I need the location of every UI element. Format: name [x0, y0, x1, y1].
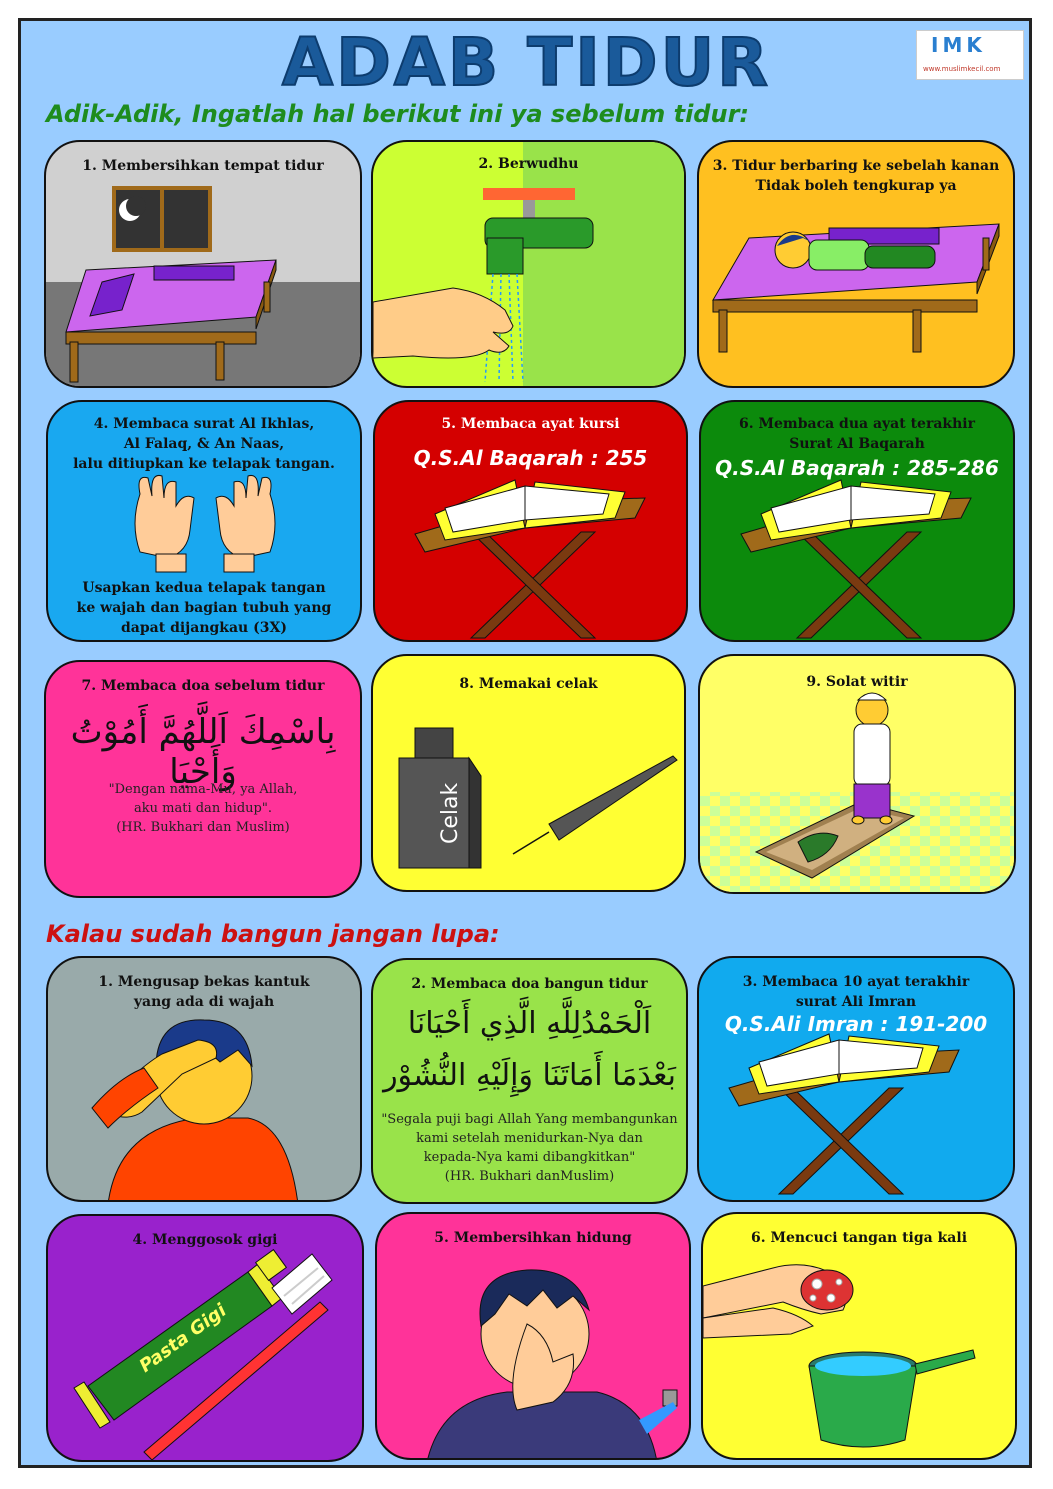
- caption: 3. Tidur berbaring ke sebelah kanan Tidak boleh tengkurap ya: [712, 158, 1000, 194]
- poster-title: ADAB TIDUR: [281, 24, 771, 101]
- caption: 8. Memakai celak: [459, 676, 598, 692]
- caption: 6. Membaca dua ayat terakhir Surat Al Baqarah: [739, 416, 975, 452]
- caption: 2. Membaca doa bangun tidur: [411, 976, 648, 992]
- caption: 1. Membersihkan tempat tidur: [82, 158, 324, 174]
- caption: 5. Membaca ayat kursi: [441, 416, 620, 432]
- card-wash-hands: [701, 1212, 1017, 1460]
- card-ayat-kursi: [373, 400, 688, 642]
- section-before-sleep-heading: Adik-Adik, Ingatlah hal berikut ini ya sebelum tidur:: [46, 100, 750, 128]
- translation: "Dengan nama-Mu, ya Allah, aku mati dan hidup". (HR. Bukhari dan Muslim): [108, 782, 298, 835]
- toothpaste-toothbrush-illustration: [48, 1216, 364, 1462]
- card-recite-surahs: [46, 400, 362, 642]
- caption: 9. Solat witir: [806, 674, 908, 690]
- handwashing-illustration: [703, 1214, 1017, 1460]
- arabic-prayer-line-2: بَعْدَمَا أَمَاتَنَا وَإِلَيْهِ النُّشُوْر: [383, 1058, 676, 1093]
- quran-reference: Q.S.Al Baqarah : 255: [413, 446, 648, 470]
- quran-reference: Q.S.Al Baqarah : 285-286: [715, 456, 999, 480]
- caption: 1. Mengusap bekas kantuk yang ada di wajah: [98, 974, 310, 1010]
- caption: 4. Membaca surat Al Ikhlas, Al Falaq, & An Naas, lalu ditiupkan ke telapak tangan.: [73, 416, 335, 472]
- card-clean-bed: [44, 140, 362, 388]
- faucet-illustration: [373, 142, 686, 388]
- logo-site: www.muslimkecil.com: [923, 65, 1001, 73]
- arabic-prayer-line-1: اَلْحَمْدُلِلَّهِ الَّذِي أَحْيَانَا: [407, 1006, 652, 1041]
- card-brush-teeth: [46, 1214, 364, 1462]
- logo-text: IMK: [931, 33, 986, 57]
- card-wake-prayer: [371, 958, 688, 1204]
- caption: 3. Membaca 10 ayat terakhir surat Ali Imran: [742, 974, 970, 1010]
- card-wudhu: [371, 140, 686, 388]
- card-last-two-ayat: [699, 400, 1015, 642]
- card-ali-imran: [697, 956, 1015, 1202]
- bed-illustration: [46, 142, 362, 388]
- quran-reference: Q.S.Ali Imran : 191-200: [724, 1012, 988, 1036]
- section-after-wake-heading: Kalau sudah bangun jangan lupa:: [46, 920, 500, 948]
- arabic-prayer: بِاسْمِكَ اَللَّهُمَّ أَمُوْتُ وَأَحْيَا: [70, 712, 336, 792]
- caption-secondary: Usapkan kedua telapak tangan ke wajah dan bagian tubuh yang dapat dijangkau (3X): [76, 580, 332, 636]
- caption: 2. Berwudhu: [478, 156, 579, 172]
- caption: 7. Membaca doa sebelum tidur: [81, 678, 325, 694]
- card-prayer-before-sleep: [44, 660, 362, 898]
- toothpaste-label: Pasta Gigi: [135, 1300, 231, 1377]
- child-cleaning-nose-illustration: [377, 1214, 691, 1460]
- kohl-label: Celak: [438, 782, 463, 844]
- logo: [916, 30, 1024, 80]
- card-wipe-face: [46, 956, 362, 1202]
- card-witr-prayer: [698, 654, 1016, 894]
- card-clean-nose: [375, 1212, 691, 1460]
- translation: "Segala puji bagi Allah Yang membangunkan kami setelah menidurkan-Nya dan kepada-Nya kami dibangkitkan" (HR. Bukhari danMuslim): [381, 1112, 678, 1184]
- caption: 5. Membersihkan hidung: [434, 1230, 632, 1246]
- card-sleep-right-side: [697, 140, 1015, 388]
- card-kohl: [371, 654, 686, 892]
- caption: 4. Menggosok gigi: [132, 1232, 278, 1248]
- quran-stand-icon: [375, 402, 688, 642]
- caption: 6. Mencuci tangan tiga kali: [750, 1230, 968, 1246]
